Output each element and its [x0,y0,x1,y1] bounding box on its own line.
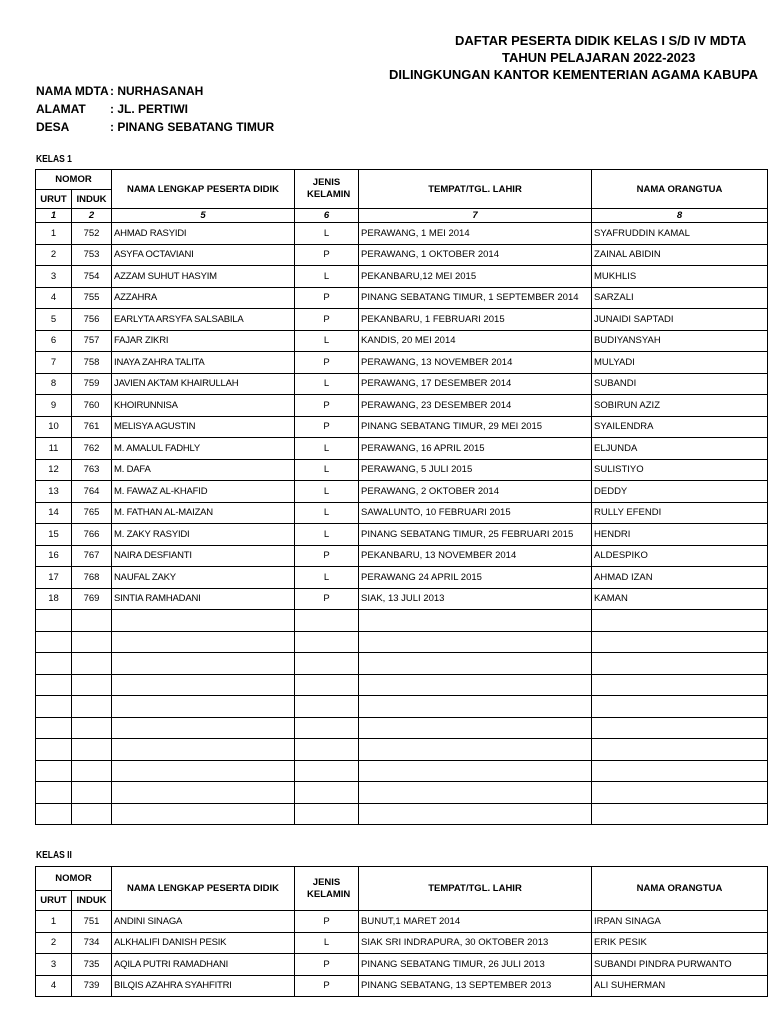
col-number: 7 [359,209,592,223]
kelas2-label: KELAS II [36,850,72,861]
col-urut: URUT [36,891,72,911]
cell-urut: 13 [36,481,72,503]
empty-cell [295,803,359,825]
cell-induk: 755 [72,287,112,309]
cell-jenis: L [295,459,359,481]
empty-cell [592,782,768,804]
kelas2-table [35,866,768,997]
col-orangtua: NAMA ORANGTUA [592,867,768,911]
cell-induk: 751 [72,911,112,933]
cell-induk: 752 [72,223,112,245]
cell-jenis: P [295,588,359,610]
table-row [36,223,768,245]
empty-row [36,782,768,804]
cell-induk: 739 [72,975,112,997]
empty-cell [72,653,112,675]
cell-tempat: SIAK SRI INDRAPURA, 30 OKTOBER 2013 [359,932,592,954]
cell-tempat: PEKANBARU, 1 FEBRUARI 2015 [359,309,592,331]
cell-urut: 16 [36,545,72,567]
cell-induk: 762 [72,438,112,460]
empty-cell [112,610,295,632]
col-jenis: JENIS KELAMIN [295,867,359,911]
col-nomor: NOMOR [36,867,112,891]
col-number: 5 [112,209,295,223]
cell-orangtua: SYAFRUDDIN KAMAL [592,223,768,245]
empty-cell [36,739,72,761]
info-label: NAMA MDTA [36,84,109,98]
cell-nama: M. AMALUL FADHLY [112,438,295,460]
empty-row [36,717,768,739]
empty-cell [359,739,592,761]
cell-tempat: PERAWANG, 23 DESEMBER 2014 [359,395,592,417]
empty-cell [295,739,359,761]
kelas1-label: KELAS 1 [36,154,72,165]
cell-orangtua: ALDESPIKO [592,545,768,567]
cell-nama: M. ZAKY RASYIDI [112,524,295,546]
empty-cell [36,674,72,696]
cell-tempat: PERAWANG, 5 JULI 2015 [359,459,592,481]
doc-title-line1: DAFTAR PESERTA DIDIK KELAS I S/D IV MDTA [455,33,747,48]
empty-row [36,739,768,761]
empty-cell [72,631,112,653]
empty-cell [295,631,359,653]
empty-row [36,760,768,782]
cell-nama: AZZAM SUHUT HASYIM [112,266,295,288]
cell-orangtua: SYAILENDRA [592,416,768,438]
empty-row [36,674,768,696]
cell-orangtua: ZAINAL ABIDIN [592,244,768,266]
cell-orangtua: MUKHLIS [592,266,768,288]
empty-cell [592,631,768,653]
empty-cell [295,696,359,718]
empty-cell [36,610,72,632]
empty-row [36,803,768,825]
cell-orangtua: AHMAD IZAN [592,567,768,589]
cell-nama: AHMAD RASYIDI [112,223,295,245]
cell-jenis: L [295,502,359,524]
cell-tempat: SAWALUNTO, 10 FEBRUARI 2015 [359,502,592,524]
doc-title-line2: TAHUN PELAJARAN 2022-2023 [502,50,696,65]
cell-induk: 735 [72,954,112,976]
cell-tempat: PERAWANG, 2 OKTOBER 2014 [359,481,592,503]
empty-row [36,631,768,653]
cell-orangtua: SARZALI [592,287,768,309]
cell-tempat: PERAWANG, 17 DESEMBER 2014 [359,373,592,395]
cell-tempat: PEKANBARU,12 MEI 2015 [359,266,592,288]
empty-cell [359,760,592,782]
cell-orangtua: ELJUNDA [592,438,768,460]
cell-induk: 734 [72,932,112,954]
empty-cell [359,631,592,653]
cell-urut: 17 [36,567,72,589]
cell-orangtua: SOBIRUN AZIZ [592,395,768,417]
cell-urut: 12 [36,459,72,481]
empty-cell [36,717,72,739]
col-nama: NAMA LENGKAP PESERTA DIDIK [112,170,295,209]
cell-orangtua: SULISTIYO [592,459,768,481]
table-row [36,395,768,417]
empty-cell [112,631,295,653]
empty-cell [72,782,112,804]
empty-cell [36,760,72,782]
cell-induk: 766 [72,524,112,546]
cell-urut: 8 [36,373,72,395]
cell-urut: 7 [36,352,72,374]
cell-induk: 763 [72,459,112,481]
table-row [36,309,768,331]
table-row [36,244,768,266]
empty-cell [36,696,72,718]
empty-cell [592,739,768,761]
empty-cell [295,610,359,632]
cell-urut: 1 [36,223,72,245]
cell-nama: KHOIRUNNISA [112,395,295,417]
cell-tempat: PINANG SEBATANG TIMUR, 29 MEI 2015 [359,416,592,438]
cell-nama: M. FATHAN AL-MAIZAN [112,502,295,524]
table-row [36,932,768,954]
cell-tempat: PINANG SEBATANG TIMUR, 1 SEPTEMBER 2014 [359,287,592,309]
empty-cell [36,782,72,804]
cell-jenis: P [295,352,359,374]
cell-induk: 754 [72,266,112,288]
cell-jenis: L [295,932,359,954]
cell-induk: 760 [72,395,112,417]
cell-urut: 15 [36,524,72,546]
cell-nama: JAVIEN AKTAM KHAIRULLAH [112,373,295,395]
empty-cell [359,674,592,696]
cell-tempat: PERAWANG, 1 OKTOBER 2014 [359,244,592,266]
empty-cell [359,696,592,718]
col-number: 2 [72,209,112,223]
empty-row [36,653,768,675]
empty-cell [112,782,295,804]
cell-jenis: L [295,567,359,589]
cell-jenis: P [295,309,359,331]
empty-cell [112,696,295,718]
cell-jenis: L [295,373,359,395]
cell-orangtua: JUNAIDI SAPTADI [592,309,768,331]
cell-jenis: P [295,975,359,997]
cell-jenis: P [295,954,359,976]
cell-urut: 4 [36,287,72,309]
cell-tempat: SIAK, 13 JULI 2013 [359,588,592,610]
cell-nama: AQILA PUTRI RAMADHANI [112,954,295,976]
empty-cell [112,674,295,696]
cell-urut: 18 [36,588,72,610]
table-row [36,373,768,395]
cell-tempat: PINANG SEBATANG TIMUR, 26 JULI 2013 [359,954,592,976]
empty-cell [112,739,295,761]
cell-induk: 765 [72,502,112,524]
cell-orangtua: MULYADI [592,352,768,374]
empty-row [36,610,768,632]
empty-cell [295,653,359,675]
cell-orangtua: HENDRI [592,524,768,546]
cell-nama: M. FAWAZ AL-KHAFID [112,481,295,503]
cell-tempat: BUNUT,1 MARET 2014 [359,911,592,933]
kelas1-table [35,169,768,825]
cell-nama: ANDINI SINAGA [112,911,295,933]
col-induk: INDUK [72,190,112,209]
table-row [36,502,768,524]
empty-cell [359,717,592,739]
table-row [36,545,768,567]
cell-induk: 767 [72,545,112,567]
empty-row [36,696,768,718]
cell-jenis: P [295,395,359,417]
cell-orangtua: DEDDY [592,481,768,503]
cell-jenis: L [295,481,359,503]
col-nama: NAMA LENGKAP PESERTA DIDIK [112,867,295,911]
cell-nama: FAJAR ZIKRI [112,330,295,352]
empty-cell [592,760,768,782]
cell-orangtua: BUDIYANSYAH [592,330,768,352]
info-nama-mdta [36,84,203,98]
cell-orangtua: IRPAN SINAGA [592,911,768,933]
cell-nama: ASYFA OCTAVIANI [112,244,295,266]
cell-urut: 11 [36,438,72,460]
cell-induk: 756 [72,309,112,331]
cell-nama: NAIRA DESFIANTI [112,545,295,567]
table-row [36,330,768,352]
cell-nama: INAYA ZAHRA TALITA [112,352,295,374]
empty-cell [72,803,112,825]
empty-cell [592,696,768,718]
empty-cell [592,610,768,632]
cell-jenis: P [295,416,359,438]
empty-cell [72,696,112,718]
cell-urut: 4 [36,975,72,997]
cell-induk: 761 [72,416,112,438]
cell-induk: 758 [72,352,112,374]
cell-urut: 2 [36,932,72,954]
cell-orangtua: RULLY EFENDI [592,502,768,524]
col-jenis: JENIS KELAMIN [295,170,359,209]
cell-orangtua: SUBANDI [592,373,768,395]
cell-urut: 3 [36,954,72,976]
table-row [36,975,768,997]
info-label: ALAMAT [36,102,86,116]
cell-urut: 5 [36,309,72,331]
info-value: : PINANG SEBATANG TIMUR [110,120,275,134]
col-tempat: TEMPAT/TGL. LAHIR [359,867,592,911]
cell-induk: 757 [72,330,112,352]
empty-cell [295,760,359,782]
table-row [36,459,768,481]
cell-tempat: KANDIS, 20 MEI 2014 [359,330,592,352]
table-row [36,588,768,610]
col-number: 8 [592,209,768,223]
cell-nama: EARLYTA ARSYFA SALSABILA [112,309,295,331]
info-value: : NURHASANAH [110,84,204,98]
empty-cell [295,782,359,804]
empty-cell [112,717,295,739]
empty-cell [295,717,359,739]
col-tempat: TEMPAT/TGL. LAHIR [359,170,592,209]
empty-cell [112,760,295,782]
cell-urut: 1 [36,911,72,933]
empty-cell [36,653,72,675]
empty-cell [112,803,295,825]
cell-jenis: P [295,545,359,567]
cell-induk: 768 [72,567,112,589]
cell-orangtua: ERIK PESIK [592,932,768,954]
empty-cell [359,610,592,632]
cell-nama: MELISYA AGUSTIN [112,416,295,438]
empty-cell [359,803,592,825]
empty-cell [359,782,592,804]
cell-jenis: L [295,266,359,288]
cell-urut: 6 [36,330,72,352]
cell-tempat: PERAWANG, 1 MEI 2014 [359,223,592,245]
cell-tempat: PINANG SEBATANG TIMUR, 25 FEBRUARI 2015 [359,524,592,546]
cell-urut: 3 [36,266,72,288]
cell-urut: 2 [36,244,72,266]
empty-cell [72,674,112,696]
table-row [36,287,768,309]
table-row [36,438,768,460]
table-row [36,567,768,589]
cell-tempat: PERAWANG 24 APRIL 2015 [359,567,592,589]
empty-cell [592,803,768,825]
cell-tempat: PERAWANG, 13 NOVEMBER 2014 [359,352,592,374]
empty-cell [36,803,72,825]
cell-nama: NAUFAL ZAKY [112,567,295,589]
cell-jenis: P [295,244,359,266]
table-row [36,266,768,288]
cell-induk: 764 [72,481,112,503]
empty-cell [72,610,112,632]
table-row [36,352,768,374]
col-number: 6 [295,209,359,223]
empty-cell [72,717,112,739]
cell-jenis: P [295,287,359,309]
col-number: 1 [36,209,72,223]
cell-urut: 10 [36,416,72,438]
cell-urut: 14 [36,502,72,524]
cell-tempat: PINANG SEBATANG, 13 SEPTEMBER 2013 [359,975,592,997]
cell-nama: M. DAFA [112,459,295,481]
empty-cell [592,674,768,696]
empty-cell [592,653,768,675]
cell-tempat: PERAWANG, 16 APRIL 2015 [359,438,592,460]
cell-orangtua: KAMAN [592,588,768,610]
col-induk: INDUK [72,891,112,911]
table-row [36,524,768,546]
cell-orangtua: SUBANDI PINDRA PURWANTO [592,954,768,976]
doc-title-line3: DILINGKUNGAN KANTOR KEMENTERIAN AGAMA KABUPA [389,67,759,82]
cell-nama: BILQIS AZAHRA SYAHFITRI [112,975,295,997]
col-nomor: NOMOR [36,170,112,190]
cell-jenis: L [295,438,359,460]
cell-induk: 753 [72,244,112,266]
cell-orangtua: ALI SUHERMAN [592,975,768,997]
empty-cell [295,674,359,696]
table-row [36,954,768,976]
table-row [36,911,768,933]
info-alamat [36,102,188,116]
cell-jenis: P [295,911,359,933]
cell-nama: ALKHALIFI DANISH PESIK [112,932,295,954]
cell-tempat: PEKANBARU, 13 NOVEMBER 2014 [359,545,592,567]
empty-cell [112,653,295,675]
col-orangtua: NAMA ORANGTUA [592,170,768,209]
cell-nama: AZZAHRA [112,287,295,309]
table-row [36,481,768,503]
info-desa [36,120,274,134]
empty-cell [359,653,592,675]
cell-nama: SINTIA RAMHADANI [112,588,295,610]
empty-cell [72,760,112,782]
cell-jenis: L [295,330,359,352]
cell-induk: 759 [72,373,112,395]
col-urut: URUT [36,190,72,209]
cell-jenis: L [295,524,359,546]
table-row [36,416,768,438]
empty-cell [592,717,768,739]
empty-cell [36,631,72,653]
empty-cell [72,739,112,761]
cell-induk: 769 [72,588,112,610]
cell-urut: 9 [36,395,72,417]
info-value: : JL. PERTIWI [110,102,188,116]
info-label: DESA [36,120,70,134]
cell-jenis: L [295,223,359,245]
